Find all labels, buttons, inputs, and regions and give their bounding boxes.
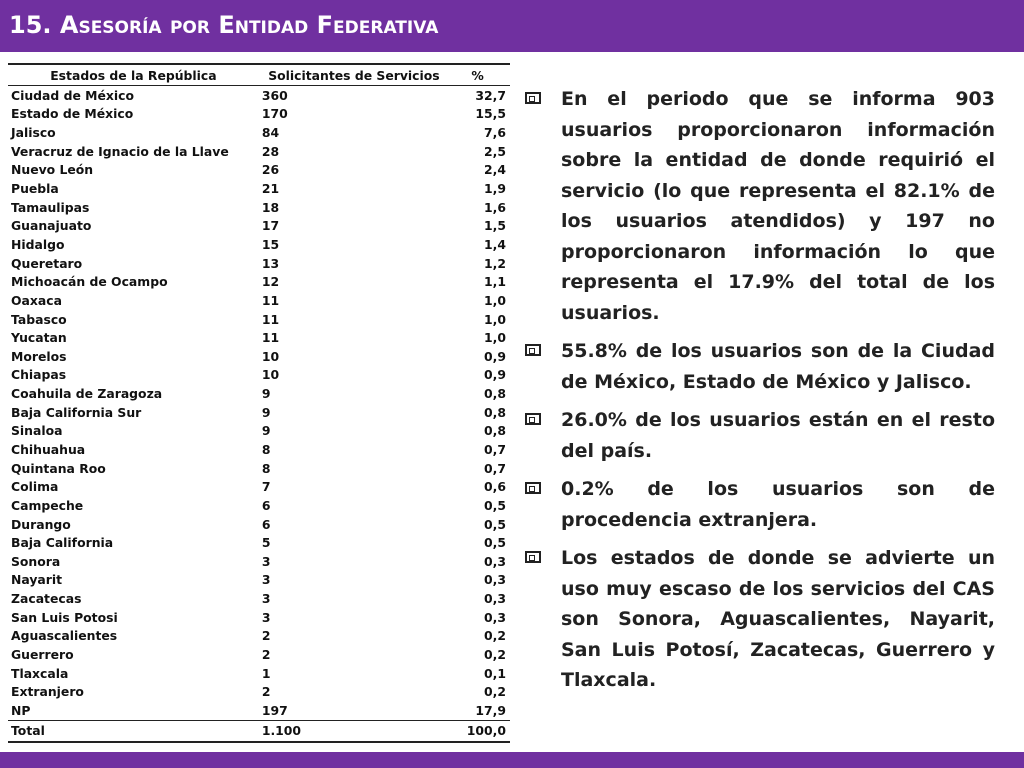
percent-cell: 0,2 xyxy=(484,628,506,644)
state-cell: Chiapas xyxy=(11,367,67,383)
requests-cell: 11 xyxy=(261,292,280,308)
column-header-state: Estados de la República xyxy=(8,64,259,86)
percent-cell: 0,7 xyxy=(484,441,506,457)
requests-cell: 15 xyxy=(261,236,280,252)
percent-cell: 0,7 xyxy=(484,460,506,476)
state-cell: Coahuila de Zaragoza xyxy=(11,386,163,402)
table-row xyxy=(8,328,510,347)
table-row xyxy=(8,477,510,496)
requests-cell: 21 xyxy=(261,181,280,197)
table-row xyxy=(8,235,510,254)
percent-cell: 0,9 xyxy=(484,348,506,364)
table-row xyxy=(8,664,510,683)
requests-cell: 10 xyxy=(261,367,280,383)
state-cell: Campeche xyxy=(11,497,84,513)
table-row xyxy=(8,161,510,180)
table-row xyxy=(8,86,510,105)
state-cell: Guanajuato xyxy=(11,218,92,234)
percent-cell: 0,9 xyxy=(484,367,506,383)
total-percent-cell: 100,0 xyxy=(449,720,510,742)
bullet-item xyxy=(525,543,995,696)
state-cell: Quintana Roo xyxy=(11,460,106,476)
percent-cell: 0,5 xyxy=(484,535,506,551)
requests-cell: 2 xyxy=(261,628,271,644)
percent-cell: 1,6 xyxy=(484,199,506,215)
table-row xyxy=(8,403,510,422)
percent-cell: 1,1 xyxy=(484,274,506,290)
percent-cell: 0,8 xyxy=(484,423,506,439)
table-row xyxy=(8,123,510,142)
title-word: ASESORÍA xyxy=(59,11,162,39)
bullet-item xyxy=(525,405,995,466)
percent-cell: 7,6 xyxy=(484,125,506,141)
requests-cell: 3 xyxy=(261,609,271,625)
state-cell: Oaxaca xyxy=(11,292,62,308)
title-bar xyxy=(0,0,1024,52)
table-row xyxy=(8,645,510,664)
table-total-row xyxy=(8,720,510,742)
state-cell: Puebla xyxy=(11,181,59,197)
state-cell: Jalisco xyxy=(11,125,56,141)
requests-cell: 9 xyxy=(261,404,271,420)
state-cell: Aguascalientes xyxy=(11,628,118,644)
percent-cell: 1,4 xyxy=(484,236,506,252)
checkbox-bullet-icon xyxy=(525,344,541,356)
table-row xyxy=(8,105,510,124)
checkbox-bullet-icon xyxy=(525,551,541,563)
requests-cell: 197 xyxy=(259,701,449,720)
table-row xyxy=(8,272,510,291)
checkbox-bullet-icon xyxy=(525,413,541,425)
table-row xyxy=(8,571,510,590)
state-cell: Durango xyxy=(11,516,71,532)
requests-cell: 28 xyxy=(261,143,280,159)
state-cell: Michoacán de Ocampo xyxy=(11,274,168,290)
title-number: 15. xyxy=(9,11,60,39)
requests-cell: 8 xyxy=(261,460,271,476)
state-cell: Zacatecas xyxy=(11,591,82,607)
requests-cell: 13 xyxy=(261,255,280,271)
bullet-text: Los estados de donde se advierte un uso muy escaso de los servicios del CAS son Sonora, Aguascalientes, Nayarit, San Luis Potosí, Zacatecas, Guerrero y Tlaxcala. xyxy=(561,547,995,691)
percent-cell: 15,5 xyxy=(475,106,506,122)
percent-cell: 1,2 xyxy=(484,255,506,271)
bullet-text: En el periodo que se informa 903 usuarios proporcionaron información sobre la entidad de donde requirió el servicio (lo que representa el 82.1% de los usuarios atendidos) y 197 no proporcionaron información lo que representa el 17.9% del total de los usuarios. xyxy=(561,88,995,324)
table-row xyxy=(8,515,510,534)
percent-cell: 0,8 xyxy=(484,386,506,402)
requests-cell: 1 xyxy=(261,665,271,681)
percent-cell: 0,6 xyxy=(484,479,506,495)
table-row xyxy=(8,683,510,702)
column-header-requests: Solicitantes de Servicios xyxy=(259,64,449,86)
state-cell: Yucatan xyxy=(11,330,67,346)
table-row xyxy=(8,310,510,329)
requests-cell: 9 xyxy=(261,386,271,402)
bullet-item xyxy=(525,474,995,535)
table-row xyxy=(8,440,510,459)
bullet-text: 55.8% de los usuarios son de la Ciudad de México, Estado de México y Jalisco. xyxy=(561,340,995,393)
requests-cell: 7 xyxy=(261,479,271,495)
state-cell: Guerrero xyxy=(11,647,74,663)
requests-cell: 84 xyxy=(261,125,280,141)
checkbox-bullet-icon xyxy=(525,482,541,494)
table-row xyxy=(8,533,510,552)
requests-cell: 12 xyxy=(261,274,280,290)
percent-cell: 0,2 xyxy=(484,684,506,700)
percent-cell: 1,5 xyxy=(484,218,506,234)
table-row xyxy=(8,216,510,235)
requests-cell: 9 xyxy=(261,423,271,439)
table-row xyxy=(8,179,510,198)
bullet-list xyxy=(525,84,995,704)
percent-cell: 17,9 xyxy=(449,701,510,720)
requests-cell: 3 xyxy=(261,572,271,588)
state-cell: Baja California Sur xyxy=(11,404,142,420)
table-row xyxy=(8,384,510,403)
percent-cell: 0,8 xyxy=(484,404,506,420)
requests-cell: 11 xyxy=(261,330,280,346)
percent-cell: 0,2 xyxy=(484,647,506,663)
state-cell: Chihuahua xyxy=(11,441,86,457)
state-cell: Tamaulipas xyxy=(11,199,90,215)
percent-cell: 1,9 xyxy=(484,181,506,197)
percent-cell: 0,3 xyxy=(484,591,506,607)
states-table xyxy=(8,63,510,743)
bullet-text: 26.0% de los usuarios están en el resto del país. xyxy=(561,409,995,462)
table-row xyxy=(8,291,510,310)
state-cell: Hidalgo xyxy=(11,236,65,252)
total-requests-cell: 1.100 xyxy=(259,720,449,742)
requests-cell: 6 xyxy=(261,497,271,513)
requests-cell: 5 xyxy=(261,535,271,551)
states-table-container xyxy=(8,63,510,743)
state-cell: Extranjero xyxy=(11,684,84,700)
percent-cell: 1,0 xyxy=(484,330,506,346)
column-header-percent: % xyxy=(449,64,510,86)
table-body xyxy=(8,86,510,742)
table-row xyxy=(8,701,510,720)
table-row xyxy=(8,142,510,161)
requests-cell: 360 xyxy=(261,87,288,103)
checkbox-bullet-icon xyxy=(525,92,541,104)
bullet-item xyxy=(525,84,995,328)
percent-cell: 0,5 xyxy=(484,516,506,532)
table-row xyxy=(8,627,510,646)
state-cell: Sinaloa xyxy=(11,423,63,439)
percent-cell: 0,1 xyxy=(484,665,506,681)
bullet-item xyxy=(525,336,995,397)
requests-cell: 18 xyxy=(261,199,280,215)
requests-cell: 2 xyxy=(261,684,271,700)
percent-cell: 2,5 xyxy=(484,143,506,159)
title-word: POR xyxy=(169,18,210,38)
table-header-row xyxy=(8,64,510,86)
title-word: ENTIDAD xyxy=(218,11,309,39)
total-label-cell: Total xyxy=(8,720,259,742)
state-cell: Colima xyxy=(11,479,59,495)
table-row xyxy=(8,589,510,608)
percent-cell: 0,5 xyxy=(484,497,506,513)
table-row xyxy=(8,608,510,627)
state-cell: Queretaro xyxy=(11,255,83,271)
state-cell: Nayarit xyxy=(11,572,63,588)
requests-cell: 3 xyxy=(261,553,271,569)
requests-cell: 10 xyxy=(261,348,280,364)
percent-cell: 0,3 xyxy=(484,609,506,625)
table-row xyxy=(8,254,510,273)
table-row xyxy=(8,198,510,217)
percent-cell: 1,0 xyxy=(484,292,506,308)
footer-bar xyxy=(0,752,1024,768)
state-cell: Tlaxcala xyxy=(11,665,69,681)
table-row xyxy=(8,552,510,571)
requests-cell: 11 xyxy=(261,311,280,327)
percent-cell: 1,0 xyxy=(484,311,506,327)
state-cell: Morelos xyxy=(11,348,67,364)
requests-cell: 3 xyxy=(261,591,271,607)
state-cell: San Luis Potosi xyxy=(11,609,118,625)
page-title xyxy=(9,10,438,43)
table-row xyxy=(8,459,510,478)
requests-cell: 8 xyxy=(261,441,271,457)
requests-cell: 2 xyxy=(261,647,271,663)
state-cell: Estado de México xyxy=(11,106,134,122)
bullet-text: 0.2% de los usuarios son de procedencia extranjera. xyxy=(561,478,995,531)
state-cell: Ciudad de México xyxy=(11,87,134,103)
state-cell: Tabasco xyxy=(11,311,67,327)
requests-cell: 6 xyxy=(261,516,271,532)
requests-cell: 17 xyxy=(261,218,280,234)
percent-cell: 32,7 xyxy=(475,87,506,103)
title-word: FEDERATIVA xyxy=(316,11,439,39)
percent-cell: 2,4 xyxy=(484,162,506,178)
table-row xyxy=(8,366,510,385)
state-cell: NP xyxy=(8,701,259,720)
requests-cell: 170 xyxy=(261,106,288,122)
table-row xyxy=(8,422,510,441)
state-cell: Baja California xyxy=(11,535,114,551)
percent-cell: 0,3 xyxy=(484,572,506,588)
state-cell: Veracruz de Ignacio de la Llave xyxy=(11,143,229,159)
state-cell: Nuevo León xyxy=(11,162,94,178)
table-row xyxy=(8,347,510,366)
table-row xyxy=(8,496,510,515)
state-cell: Sonora xyxy=(11,553,61,569)
percent-cell: 0,3 xyxy=(484,553,506,569)
requests-cell: 26 xyxy=(261,162,280,178)
